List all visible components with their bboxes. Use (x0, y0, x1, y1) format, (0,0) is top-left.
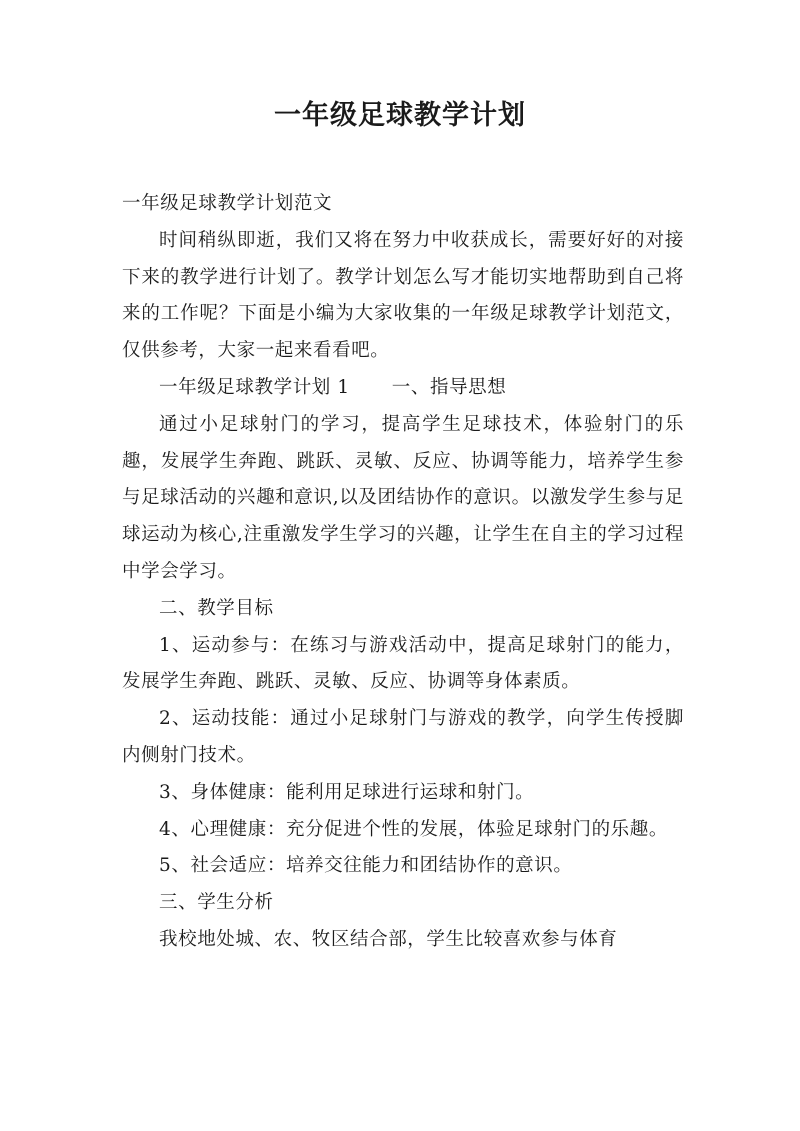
paragraph-heading: 一年级足球教学计划范文 (122, 193, 333, 214)
paragraph-student-analysis: 我校地处城、农、牧区结合部，学生比较喜欢参与体育 (159, 928, 618, 950)
document-title: 一年级足球教学计划 (274, 100, 526, 131)
goal-item-5: 5、社会适应：培养交往能力和团结协作的意识。 (159, 855, 573, 877)
paragraph-intro: 时间稍纵即逝，我们又将在努力中收获成长，需要好好的对接下来的教学进行计划了。教学计划怎么写才能切实地帮助到自己将来的工作呢？下面是小编为大家收集的一年级足球教学计划范文，仅供参考，大家一起来看看吧。 (122, 229, 684, 362)
goal-item-3: 3、身体健康：能利用足球进行运球和射门。 (159, 781, 535, 803)
goal-item-1: 1、运动参与：在练习与游戏活动中，提高足球射门的能力，发展学生奔跑、跳跃、灵敏、反应、协调等身体素质。 (122, 634, 684, 693)
paragraph-section-one (122, 370, 684, 407)
plan-number: 一年级足球教学计划 1 (159, 376, 350, 398)
document-body (122, 186, 684, 959)
section-heading-teaching-goals: 二、教学目标 (159, 597, 274, 619)
paragraph-guiding-thought: 通过小足球射门的学习，提高学生足球技术，体验射门的乐趣，发展学生奔跑、跳跃、灵敏、反应、协调等能力，培养学生参与足球活动的兴趣和意识,以及团结协作的意识。以激发学生参与足球运动为核心,注重激发学生学习的兴趣，让学生在自主的学习过程中学会学习。 (122, 413, 684, 582)
goal-item-2: 2、运动技能：通过小足球射门与游戏的教学，向学生传授脚内侧射门技术。 (122, 708, 684, 766)
section-heading-guiding-thought: 一、指导思想 (391, 376, 507, 398)
section-heading-student-analysis: 三、学生分析 (159, 892, 274, 914)
goal-item-4: 4、心理健康：充分促进个性的发展，体验足球射门的乐趣。 (159, 818, 668, 840)
